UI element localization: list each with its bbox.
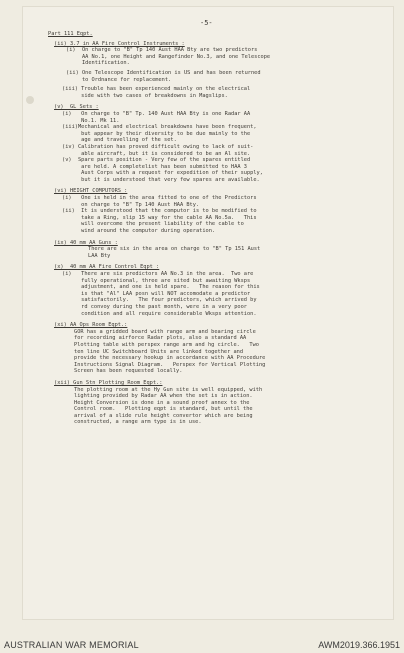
section-paragraph <box>62 86 388 99</box>
heading-text: Part 111 Eqpt. <box>48 31 93 37</box>
heading-text: (x) 40 mm AA Fire Control Eqpt : <box>54 264 160 271</box>
text-line: on charge to "B" Tp 140 Aust HAA Bty. <box>62 201 200 208</box>
heading-text: (v) GL Sets : <box>54 104 99 111</box>
text-line: are held. A completelist has been submitted to HAA 3 <box>62 163 247 170</box>
text-line: condition and all require considerable Wksps attention. <box>62 310 257 317</box>
section-heading <box>48 31 388 38</box>
text-line: constructed, a range arm type is in use. <box>74 419 202 426</box>
text-line: for recording airforce Radar plots, also a standard AA <box>74 335 247 342</box>
heading-text: (xii) Gun Stn Plotting Room Eqpt.: <box>54 379 163 386</box>
text-line: AA No.1, one Height and Rangefinder No.3, and one Telescope <box>66 53 271 60</box>
document-page <box>22 6 394 620</box>
text-line: No.1. Mk 11. <box>62 117 120 124</box>
text-line: is that "Al" LAA posn will NOT accomodate a predictor <box>62 290 251 297</box>
section-heading <box>54 380 388 387</box>
text-line: (i) On charge to "B" Tp. 140 Aust HAA Bty is one Radar AA <box>62 110 251 117</box>
section-heading <box>54 41 388 48</box>
text-line: There are six in the area on charge to "B" Tp 151 Aust <box>88 246 261 253</box>
text-line: Height Conversion is done in a sound proof annex to the <box>74 399 250 406</box>
text-line: (i) One is held in the area fitted to one of the Predictors <box>62 195 257 202</box>
section-paragraph <box>62 271 388 317</box>
section-paragraph <box>62 195 388 235</box>
text-line: (ii) It is understood that the computor is to be modified to <box>62 208 257 215</box>
text-line: Control room. Plotting eqpt is standard, but until the <box>74 406 253 413</box>
text-line: satisfactorily. The four predictors, which arrived by <box>62 297 257 304</box>
text-line: The plotting room at the Hy Gun site is well equipped, with <box>74 386 263 393</box>
heading-text: (vi) HEIGHT COMPUTORS : <box>54 188 128 195</box>
footer-institution: AUSTRALIAN WAR MEMORIAL <box>4 640 139 650</box>
section-heading <box>54 188 388 195</box>
text-line: Identification. <box>66 60 130 67</box>
text-line: GOR has a gridded board with range arm and bearing circle <box>74 328 256 335</box>
text-line: provide the necessary hookup in accordance with AA Procedure <box>74 355 266 362</box>
text-line: age and travelling of the set. <box>62 137 177 144</box>
document-body <box>48 31 388 426</box>
text-line: (i) There are six predictors AA No.3 in the area. Two are <box>62 271 254 277</box>
text-line: Aust Corps with a request for expedition of their supply, <box>62 170 263 177</box>
text-line: (ii) One Telescope Identification is US and has been returned <box>66 69 261 76</box>
heading-text: (xi) AA Ops Room Eqpt.: <box>54 322 128 329</box>
page-number: -5- <box>200 19 213 27</box>
text-line: to Ordnance for replacement. <box>66 76 172 83</box>
heading-text: (ii) 3.7 in AA Fire Control Instruments : <box>54 40 185 47</box>
section-heading <box>54 322 388 329</box>
section-heading <box>54 264 388 271</box>
section-heading <box>54 104 388 111</box>
text-line: able aircraft, but it is considered to be an Al site. <box>62 150 251 157</box>
footer-accession-number: AWM2019.366.1951 <box>318 640 400 650</box>
text-line: (iii) Trouble has been experienced mainly on the electrical <box>62 86 251 93</box>
text-line: Screen has been requested locally. <box>74 368 183 375</box>
text-line: fully operational, three are sited but awaiting Wksps <box>62 277 251 284</box>
footer-bar <box>0 624 404 653</box>
text-line: (iv) Calibration has proved difficult owing to lack of suit- <box>62 143 254 150</box>
text-line: Plotting table with perspex range arm and hg circle. Two <box>74 341 259 348</box>
text-line: wind around the computor during operation. <box>62 228 216 235</box>
text-line: but appear by their diversity to be due mainly to the <box>62 130 251 137</box>
text-line: take a Ring, slip 15 way for the cable AA No.5a. This <box>62 214 257 221</box>
text-line: but it is understood that very few spares are available. <box>62 176 260 183</box>
text-line: (iii)Mechanical and electrical breakdowns have been frequent, <box>62 124 257 131</box>
text-line: lighting provided by Radar AA when the set is in action. <box>74 393 253 400</box>
section-paragraph <box>74 387 388 427</box>
text-line: LAA Bty <box>88 252 111 259</box>
section-heading <box>54 240 388 247</box>
section-paragraph <box>88 246 388 259</box>
section-paragraph <box>62 111 388 184</box>
text-line: will overcome the present liability of the cable to <box>62 221 244 228</box>
section-paragraph <box>66 47 388 67</box>
text-line: ten line UC Switchboard Units are linked together and <box>74 348 244 355</box>
text-line: rd convoy during the past month, were in a very poor <box>62 303 247 310</box>
punch-hole <box>26 96 34 104</box>
section-paragraph <box>74 329 388 375</box>
text-line: arrival of a slide rule height convertor which are being <box>74 412 253 419</box>
section-paragraph <box>66 70 388 83</box>
text-line: (v) Spare parts position - Very few of the spares entitled <box>62 157 251 164</box>
text-line: adjustment, and one is held spare. The reason for this <box>62 284 260 291</box>
text-line: Instructions Signal Diagram. Perspex for Vertical Plotting <box>74 361 266 368</box>
text-line: side with two cases of breakdowns in Magslips. <box>62 92 228 99</box>
heading-text: (ix) 40 mm AA Guns : <box>54 239 118 246</box>
text-line: (i) On charge to "B" Tp 140 Aust HAA Bty are two predictors <box>66 47 258 54</box>
